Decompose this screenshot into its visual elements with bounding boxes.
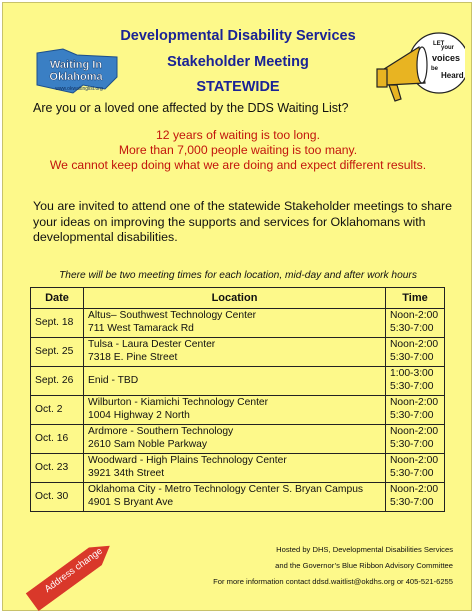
schedule-table [30,287,445,512]
location-name: Wilburton - Kiamichi Technology Center [88,397,269,409]
logo-right-line4: be [431,66,439,72]
time-midday: Noon-2:00 [390,484,439,496]
title-line-2: Stakeholder Meeting [167,54,309,70]
time-evening: 5:30-7:00 [390,468,434,479]
logo-left-line2: Oklahoma [49,71,103,83]
time-evening: 5:30-7:00 [390,323,434,334]
logo-right-line1: LET [433,41,445,47]
location-address: 2610 Sam Noble Parkway [88,439,208,450]
location-name: Tulsa - Laura Dester Center [88,339,216,351]
row-location [84,454,386,483]
time-evening: 5:30-7:00 [390,497,434,508]
location-name: Ardmore - Southern Technology [88,426,234,438]
logo-left-line1: Waiting In [49,59,103,71]
row-time [386,425,445,454]
invite-paragraph: You are invited to attend one of the statewide Stakeholder meetings to share your ideas on improving the supports and services for Oklahomans with developmental disabilities. [33,199,453,244]
location-name: Enid - TBD [88,374,139,386]
time-evening: 5:30-7:00 [390,352,434,363]
red-statements [3,128,473,173]
time-midday: Noon-2:00 [390,426,439,438]
row-date: Sept. 18 [31,309,84,338]
red-line-2: More than 7,000 people waiting is too many. [118,143,358,157]
location-address: 7318 E. Pine Street [88,352,178,363]
time-midday: 1:00-3:00 [390,368,434,380]
row-date: Oct. 2 [31,396,84,425]
footer-line-2: and the Governor’s Blue Ribbon Advisory Committee [275,561,453,570]
time-midday: Noon-2:00 [390,455,439,467]
row-date: Oct. 16 [31,425,84,454]
table-row [31,454,445,483]
table-row [31,338,445,367]
title-line-1: Developmental Disability Services [120,28,356,44]
time-midday: Noon-2:00 [390,397,439,409]
table-row [31,396,445,425]
table-header-row [31,288,445,309]
row-time [386,396,445,425]
red-line-1: 12 years of waiting is too long. [156,128,320,142]
location-name: Altus– Southwest Technology Center [88,310,257,322]
location-name: Oklahoma City - Metro Technology Center S. Bryan Campus [88,484,364,496]
location-address: 4901 S Bryant Ave [88,497,174,508]
location-address: 711 West Tamarack Rd [88,323,194,334]
header-time: Time [386,288,445,309]
row-time [386,367,445,396]
header-date: Date [31,288,84,309]
logo-left-url: www.okwaitinglist.org [55,86,103,92]
row-time [386,309,445,338]
row-location [84,309,386,338]
footer [133,542,453,590]
row-location [84,367,386,396]
logo-right-line5: Heard [441,71,464,80]
table-row [31,309,445,338]
row-time [386,483,445,512]
row-location [84,338,386,367]
table-row [31,425,445,454]
address-change-ribbon [26,537,117,611]
red-line-3: We cannot keep doing what we are doing and expect different results. [49,158,427,172]
table-row [31,483,445,512]
row-date: Oct. 23 [31,454,84,483]
title-line-3: STATEWIDE [196,79,280,95]
time-evening: 5:30-7:00 [390,410,434,421]
row-location [84,425,386,454]
location-address: 3921 34th Street [88,468,165,479]
row-date: Sept. 25 [31,338,84,367]
time-evening: 5:30-7:00 [390,381,434,392]
schedule-note: There will be two meeting times for each location, mid-day and after work hours [59,270,417,281]
time-midday: Noon-2:00 [390,339,439,351]
row-location [84,396,386,425]
row-date: Oct. 30 [31,483,84,512]
flyer [2,2,472,611]
logo-right-line3: voices [432,53,461,63]
row-time [386,454,445,483]
footer-line-1: Hosted by DHS, Developmental Disabilities Services [276,545,453,554]
row-time [386,338,445,367]
row-date: Sept. 26 [31,367,84,396]
intro-question: Are you or a loved one affected by the DDS Waiting List? [33,101,349,115]
footer-line-3: For more information contact ddsd.waitlist@okdhs.org or 405-521-6255 [213,577,453,586]
time-midday: Noon-2:00 [390,310,439,322]
logo-right-line2: your [441,45,455,51]
row-location [84,483,386,512]
table-row [31,367,445,396]
location-name: Woodward - High Plains Technology Center [88,455,287,467]
header-location: Location [84,288,386,309]
location-address: 1004 Highway 2 North [88,410,190,421]
time-evening: 5:30-7:00 [390,439,434,450]
ribbon-label: Address change [42,545,105,595]
